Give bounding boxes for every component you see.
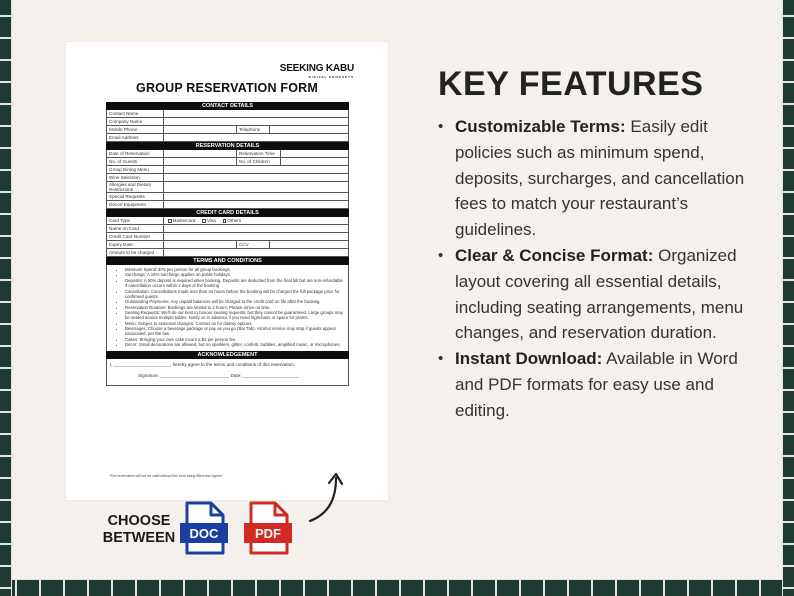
background-tile — [0, 588, 12, 596]
card-number-field — [164, 233, 348, 240]
form-row — [106, 150, 349, 158]
dining-menu-field — [164, 166, 348, 173]
field-label: Special Requests — [107, 193, 164, 200]
feature-description: Organized layout covering all essential details, including seating arrangements, menu changes, and reservation duration. — [455, 245, 744, 343]
feature-item — [438, 346, 768, 423]
visa-option: Visa — [202, 217, 215, 224]
form-row — [106, 166, 349, 174]
terms-item: • Beverages: Choose a beverage package or pay as you go (Bar Tab). Alcohol service may stop if guests appear intoxicated, per the law. — [125, 326, 344, 336]
contact-section-header: CONTACT DETAILS — [106, 102, 349, 110]
signature-line: Signature: ___________________________ Date: ______________________ — [138, 372, 299, 378]
background-tile — [782, 214, 794, 236]
terms-item: • Surcharge: A 15% surcharge applies on public holidays. — [125, 272, 344, 277]
background-tile — [782, 544, 794, 566]
form-row — [106, 126, 349, 134]
background-tile — [782, 148, 794, 170]
background-tile — [0, 170, 12, 192]
background-tile — [0, 38, 12, 60]
background-tile — [0, 368, 12, 390]
reservation-section-header: RESERVATION DETAILS — [106, 142, 349, 150]
background-tile — [112, 579, 136, 596]
brand-subtitle: DIGITAL PRODUCTS — [308, 75, 354, 79]
decor-field — [164, 201, 348, 208]
background-tile — [256, 579, 280, 596]
file-type-label: PDF — [255, 526, 281, 541]
form-row — [106, 217, 349, 225]
acknowledgement-section-header: ACKNOWLEDGEMENT — [106, 351, 349, 359]
field-label: Company Name — [107, 118, 164, 125]
background-tile — [782, 346, 794, 368]
background-tile — [232, 579, 256, 596]
form-row — [106, 201, 349, 209]
field-label: CCV — [237, 241, 270, 248]
background-tile — [376, 579, 400, 596]
email-field — [164, 134, 348, 141]
pdf-file-icon[interactable] — [243, 501, 293, 555]
time-field — [281, 150, 348, 157]
terms-item: • Menu: Subject to seasonal changes. Contact us for dietary options. — [125, 321, 344, 326]
special-requests-field — [164, 193, 348, 200]
form-row — [106, 110, 349, 118]
background-tile — [0, 544, 12, 566]
children-field — [281, 158, 348, 165]
background-tile — [64, 579, 88, 596]
field-label: No. of Children — [237, 158, 281, 165]
background-tile — [136, 579, 160, 596]
background-tile — [0, 566, 12, 588]
background-tile — [0, 60, 12, 82]
background-tile — [448, 579, 472, 596]
background-tile — [664, 579, 688, 596]
background-tile — [640, 579, 664, 596]
background-tile — [16, 579, 40, 596]
background-tile — [0, 324, 12, 346]
feature-text — [455, 243, 768, 346]
terms-item: • Cancellation: Cancellations made less than 24 hours before the booking will be charged the full package price for confirmed guests. — [125, 289, 344, 299]
allergies-field — [164, 182, 348, 192]
terms-section-header: TERMS AND CONDITIONS — [106, 257, 349, 265]
background-tile — [0, 214, 12, 236]
form-row — [106, 174, 349, 182]
features-list — [438, 114, 768, 424]
feature-title: Customizable Terms: — [455, 117, 626, 136]
background-tile — [184, 579, 208, 596]
feature-item — [438, 243, 768, 346]
brand-name: SEEKING KABU — [279, 63, 354, 74]
others-option: Others — [223, 217, 241, 224]
background-tile — [472, 579, 496, 596]
feature-item — [438, 114, 768, 243]
name-on-card-field — [164, 225, 348, 232]
terms-item: • Minimum Spend: $75 per person for all group bookings. — [125, 267, 344, 272]
terms-item: • Reservation Duration: Bookings are limited to 2 hours. Please arrive on time. — [125, 305, 344, 310]
form-body — [106, 102, 349, 386]
background-tile — [0, 478, 12, 500]
card-type-options — [164, 217, 348, 224]
background-tile — [736, 579, 760, 596]
background-tile — [782, 478, 794, 500]
field-label: Amount to be charged — [107, 249, 164, 256]
background-tile — [0, 522, 12, 544]
field-label: Group Dining Menu — [107, 166, 164, 173]
form-row — [106, 118, 349, 126]
form-row — [106, 241, 349, 249]
background-tile — [782, 566, 794, 588]
background-tile — [280, 579, 304, 596]
terms-item: • Seating Requests: We'll do our best to honour seating requests, but they cannot be guaranteed. Large groups may be seated across multiple tables. Notify us in advance if you need highchairs or space for prams. — [125, 310, 344, 320]
terms-item: • Cakes: Bringing your own cake incurs a $4 per person fee. — [125, 337, 344, 342]
terms-item: • Décor: Small decorations are allowed, but no sparklers, glitter, confetti, bubbles, amplified music, or microphones. — [125, 342, 344, 347]
field-label: Reservation Time — [237, 150, 281, 157]
background-tile — [520, 579, 544, 596]
background-tile — [0, 126, 12, 148]
field-label: Expiry Date — [107, 241, 164, 248]
background-tile — [782, 280, 794, 302]
background-tile — [0, 0, 12, 16]
form-row — [106, 233, 349, 241]
content-panel — [12, 0, 782, 579]
background-tile — [782, 456, 794, 478]
background-tile — [352, 579, 376, 596]
feature-description: Available in Word and PDF formats for easy use and editing. — [455, 349, 738, 420]
background-tile — [782, 522, 794, 544]
form-row — [106, 249, 349, 257]
checkbox-icon — [202, 219, 206, 223]
background-tile — [0, 346, 12, 368]
feature-text — [455, 346, 768, 423]
background-tile — [592, 579, 616, 596]
background-tile — [328, 579, 352, 596]
feature-description: Easily edit policies such as minimum spend, deposits, surcharges, and cancellation fees to match your restaurant’s guidelines. — [455, 117, 745, 240]
background-tile — [782, 170, 794, 192]
background-tile — [424, 579, 448, 596]
background-tile — [782, 104, 794, 126]
background-tile — [160, 579, 184, 596]
date-field — [164, 150, 237, 157]
background-tile — [0, 16, 12, 38]
bullet-icon: • — [438, 350, 444, 368]
brand-logo — [280, 63, 354, 79]
background-tile — [782, 82, 794, 104]
background-tile — [782, 126, 794, 148]
mastercard-option: Mastercard — [168, 217, 195, 224]
amount-field — [164, 249, 348, 256]
background-tile — [0, 82, 12, 104]
background-tile — [568, 579, 592, 596]
background-tile — [88, 579, 112, 596]
background-tile — [0, 456, 12, 478]
background-tile — [0, 302, 12, 324]
company-name-field — [164, 118, 348, 125]
doc-file-icon[interactable] — [179, 501, 229, 555]
bullet-icon: • — [438, 246, 444, 264]
background-tile — [782, 258, 794, 280]
terms-list — [106, 265, 349, 351]
background-tile — [496, 579, 520, 596]
field-label: Credit Card Number — [107, 233, 164, 240]
guests-field — [164, 158, 237, 165]
background-tile — [0, 434, 12, 456]
terms-item: • Deposits: A 50% deposit is required when booking. Deposits are deducted from the final bill but are non-refundable if cancellation occurs within 2 days of the booking. — [125, 278, 344, 288]
background-tile — [0, 280, 12, 302]
wine-field — [164, 174, 348, 181]
background-tile — [0, 236, 12, 258]
background-tile — [782, 16, 794, 38]
background-tile — [782, 390, 794, 412]
form-title: GROUP RESERVATION FORM — [136, 81, 318, 95]
field-label: Décor/ Equipment — [107, 201, 164, 208]
acknowledgement-line: I, ______________________, hereby agree to the terms and conditions of this reservation. — [110, 361, 295, 367]
background-tile — [0, 390, 12, 412]
background-tile — [782, 192, 794, 214]
acknowledgement-box — [106, 359, 349, 386]
field-label: Email Address — [107, 134, 164, 141]
mobile-phone-field — [164, 126, 237, 133]
field-label: Card Type — [107, 217, 164, 224]
validity-note: *The reservation will not be valid without this form being filled and signed — [109, 474, 222, 478]
background-tile — [616, 579, 640, 596]
feature-text — [455, 114, 768, 243]
ccv-field — [270, 241, 348, 248]
checkbox-icon — [168, 219, 172, 223]
file-type-label: DOC — [189, 526, 219, 541]
field-label: No. of Guests — [107, 158, 164, 165]
background-tile — [0, 500, 12, 522]
field-label: Name on Card — [107, 225, 164, 232]
feature-title: Instant Download: — [455, 349, 603, 369]
background-tile — [782, 302, 794, 324]
background-tile — [0, 258, 12, 280]
field-label: Date of Reservation — [107, 150, 164, 157]
background-tile — [688, 579, 712, 596]
background-tile — [782, 324, 794, 346]
background-tile — [782, 412, 794, 434]
background-tile — [0, 104, 12, 126]
background-tile — [782, 434, 794, 456]
background-tile — [0, 148, 12, 170]
form-row — [106, 182, 349, 193]
field-label: Telephone — [237, 126, 270, 133]
curved-arrow-icon — [302, 466, 362, 526]
feature-title: Clear & Concise Format: — [455, 245, 654, 265]
field-label: Contact Name — [107, 110, 164, 117]
background-tile — [0, 192, 12, 214]
terms-item: • Outstanding Payments: Any unpaid balances will be charged to the credit card on file after the booking. — [125, 299, 344, 304]
field-label: Allergies and Dietary Restrictions — [107, 182, 164, 192]
telephone-field — [270, 126, 348, 133]
background-tile — [712, 579, 736, 596]
form-row — [106, 134, 349, 142]
background-tile — [782, 60, 794, 82]
field-label: Wine Selection — [107, 174, 164, 181]
bullet-icon: • — [438, 118, 444, 135]
background-tile — [0, 412, 12, 434]
background-tile — [782, 38, 794, 60]
background-tile — [782, 236, 794, 258]
background-tile — [782, 500, 794, 522]
background-tile — [782, 0, 794, 16]
background-tile — [760, 579, 784, 596]
background-tile — [208, 579, 232, 596]
background-tile — [782, 588, 794, 596]
form-row — [106, 193, 349, 201]
key-features-heading: KEY FEATURES — [438, 65, 704, 103]
form-preview — [66, 42, 388, 500]
field-label: Mobile Phone — [107, 126, 164, 133]
background-tile — [782, 368, 794, 390]
background-tile — [544, 579, 568, 596]
background-tile — [304, 579, 328, 596]
form-row — [106, 225, 349, 233]
choose-between-label: CHOOSE BETWEEN — [102, 513, 176, 546]
background-tile — [40, 579, 64, 596]
form-row — [106, 158, 349, 166]
contact-name-field — [164, 110, 348, 117]
credit-card-section-header: CREDIT CARD DETAILS — [106, 209, 349, 217]
expiry-field — [164, 241, 237, 248]
background-tile — [400, 579, 424, 596]
checkbox-icon — [223, 219, 227, 223]
